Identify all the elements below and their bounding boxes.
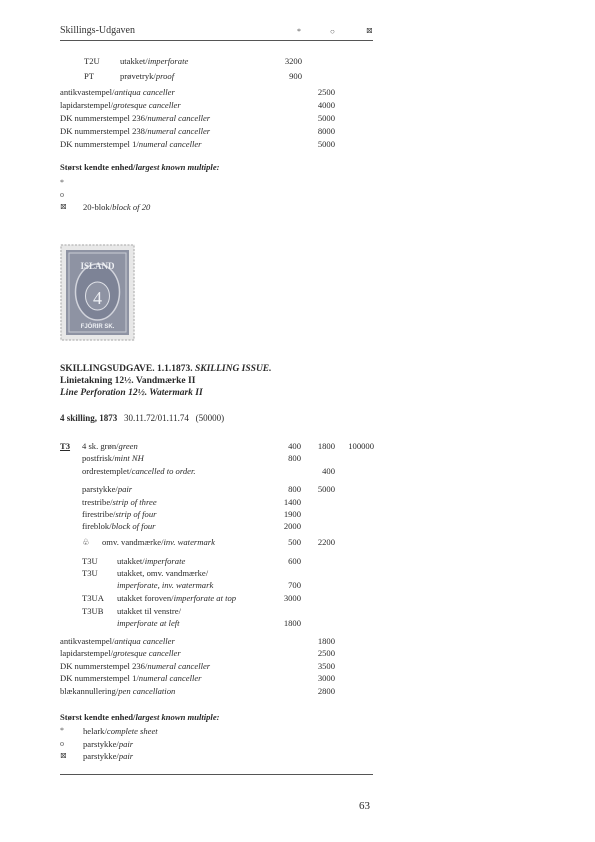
desc-text: lapidarstempel/ [60, 648, 113, 658]
row-code: T3UB [82, 606, 104, 616]
value-mint: 1800 [283, 618, 301, 628]
desc-italic: pair [117, 484, 133, 494]
canceller-desc [60, 636, 175, 646]
row-desc [60, 100, 181, 110]
row-desc [117, 606, 181, 616]
desc-text: utakket foroven/ [117, 593, 174, 603]
value-mint: 3000 [283, 593, 301, 603]
row-desc [117, 568, 208, 578]
row-code: T3UA [82, 593, 104, 603]
multiple-symbol: o [60, 739, 64, 748]
multiple-label-en: pair [118, 739, 134, 749]
desc-text: utakket, omv. vandmærke/ [117, 568, 209, 578]
value-mint: 500 [288, 537, 301, 547]
row-desc [82, 484, 132, 494]
value-mint: 1900 [283, 509, 301, 519]
value-mint: 800 [288, 484, 301, 494]
desc-text: omv. vandmærke/ [102, 537, 164, 547]
value-mint: 400 [288, 441, 301, 451]
value-mint: 700 [288, 580, 301, 590]
row-desc [117, 593, 236, 603]
desc-italic: proof [155, 71, 175, 81]
row-desc [82, 453, 144, 463]
running-header: Skillings-Udgaven [60, 25, 135, 36]
desc-italic: pen cancellation [118, 686, 176, 696]
svg-text:ISLAND: ISLAND [80, 261, 115, 271]
row-desc [60, 87, 175, 97]
desc-italic: cancelled to order. [131, 466, 196, 476]
value-used: 5000 [317, 113, 335, 123]
row-code: T3 [60, 441, 71, 451]
multiple-symbol: ⊠ [60, 202, 67, 211]
svg-text:FJÓRIR SK.: FJÓRIR SK. [80, 324, 115, 330]
row-desc [117, 618, 180, 628]
row-desc [120, 56, 188, 66]
desc-text: postfrisk/ [82, 453, 115, 463]
value-mint: 2000 [283, 521, 301, 531]
row-code: T2U [84, 56, 100, 66]
value-used: 1800 [317, 441, 335, 451]
desc-text: fireblok/ [82, 521, 112, 531]
issue-perforation-en: Line Perforation 12½. Watermark II [60, 388, 203, 398]
desc-text: ordrestemplet/ [82, 466, 132, 476]
value-used: 5000 [317, 139, 335, 149]
multiple-symbol: * [60, 726, 64, 735]
issue-title: SKILLINGSUDGAVE. 1.1.1873. SKILLING ISSUE. [60, 364, 272, 374]
desc-italic: numeral canceller [138, 139, 202, 149]
header-rule [60, 40, 373, 41]
desc-italic: green [118, 441, 138, 451]
multiple-symbol: o [60, 190, 64, 199]
row-desc [82, 521, 156, 531]
multiple-label: helark/ [83, 726, 107, 736]
value-used: 8000 [317, 126, 335, 136]
desc-text: DK nummerstempel 1/ [60, 139, 139, 149]
desc-italic: imperforate [147, 56, 189, 66]
row-desc [82, 441, 138, 451]
row-desc [60, 139, 202, 149]
desc-text: trestribe/ [82, 497, 113, 507]
desc-italic: imperforate [144, 556, 186, 566]
canceller-desc [60, 686, 175, 696]
value-used: 400 [322, 466, 335, 476]
desc-text: antikvastempel/ [60, 636, 115, 646]
row-desc [117, 580, 213, 590]
desc-italic: mint NH [114, 453, 144, 463]
desc-text: DK nummerstempel 236/ [60, 661, 148, 671]
desc-text: DK nummerstempel 238/ [60, 126, 148, 136]
desc-italic: antiqua canceller [114, 636, 175, 646]
row-code: PT [84, 71, 95, 81]
canceller-desc [60, 661, 210, 671]
desc-text: blækannullering/ [60, 686, 119, 696]
value-used: 2200 [317, 537, 335, 547]
desc-text: DK nummerstempel 1/ [60, 673, 139, 683]
value-used: 2500 [317, 87, 335, 97]
value-used: 4000 [317, 100, 335, 110]
desc-italic: strip of three [112, 497, 157, 507]
multiple-label: parstykke/ [83, 739, 119, 749]
value-mint: 3200 [284, 56, 302, 66]
desc-text: utakket/ [117, 556, 145, 566]
asterisk-symbol: * [297, 27, 301, 36]
desc-text: 4 sk. grøn/ [82, 441, 119, 451]
multiple-text [83, 202, 150, 212]
desc-text: lapidarstempel/ [60, 100, 113, 110]
canceller-desc [60, 648, 181, 658]
row-desc [82, 509, 156, 519]
multiple-label-en: complete sheet [106, 726, 158, 736]
row-desc [117, 556, 185, 566]
multiple-text [83, 726, 158, 736]
value-used: 1800 [317, 636, 335, 646]
svg-text:4: 4 [93, 288, 102, 308]
desc-text: utakket til venstre/ [117, 606, 181, 616]
desc-italic: grotesque canceller [112, 100, 181, 110]
value-mint: 600 [288, 556, 301, 566]
value-cover: 100000 [348, 441, 374, 451]
issue-perforation: Linietakning 12½. Vandmærke II [60, 376, 196, 386]
desc-italic: numeral canceller [147, 661, 211, 671]
row-desc [60, 113, 210, 123]
value-used: 2500 [317, 648, 335, 658]
multiple-label-en: block of 20 [112, 202, 151, 212]
row-code: T3U [82, 568, 98, 578]
multiple-text [83, 739, 133, 749]
stamp-image [60, 244, 135, 341]
page-number: 63 [359, 800, 370, 812]
value-used: 3500 [317, 661, 335, 671]
desc-italic: block of four [111, 521, 156, 531]
row-desc [82, 466, 196, 476]
desc-italic: imperforate, inv. watermark [117, 580, 214, 590]
circle-symbol: ○ [330, 27, 335, 36]
desc-italic: strip of four [115, 509, 157, 519]
value-mint: 1400 [283, 497, 301, 507]
desc-italic: grotesque canceller [112, 648, 181, 658]
desc-text: prøvetryk/ [120, 71, 156, 81]
desc-text: firestribe/ [82, 509, 116, 519]
desc-italic: numeral canceller [138, 673, 202, 683]
stamp-illustration [60, 244, 135, 341]
desc-italic: numeral canceller [147, 126, 211, 136]
desc-text: parstykke/ [82, 484, 118, 494]
desc-text: DK nummerstempel 236/ [60, 113, 148, 123]
largest-heading-1: Størst kendte enhed/largest known multiple: [60, 162, 220, 172]
footer-rule [60, 774, 373, 775]
multiple-text [83, 751, 133, 761]
row-desc [82, 497, 157, 507]
value-used: 3000 [317, 673, 335, 683]
watermark-icon: ♧ [82, 537, 90, 547]
value-mint: 800 [288, 453, 301, 463]
value-mint: 900 [289, 71, 302, 81]
multiple-symbol: * [60, 178, 64, 187]
canceller-desc [60, 673, 202, 683]
row-desc [102, 537, 215, 547]
largest-heading-2: Størst kendte enhed/largest known multiple: [60, 712, 220, 722]
multiple-label-en: pair [118, 751, 134, 761]
desc-text: antikvastempel/ [60, 87, 115, 97]
desc-text: utakket/ [120, 56, 148, 66]
row-desc [60, 126, 210, 136]
row-desc [120, 71, 174, 81]
desc-italic: numeral canceller [147, 113, 211, 123]
multiple-label: 20-blok/ [83, 202, 113, 212]
desc-italic: imperforate at left [117, 618, 180, 628]
desc-italic: inv. watermark [163, 537, 215, 547]
multiple-symbol: ⊠ [60, 751, 67, 760]
cancelled-symbol: ⊠ [366, 26, 373, 35]
row-code: T3U [82, 556, 98, 566]
value-used: 2800 [317, 686, 335, 696]
multiple-label: parstykke/ [83, 751, 119, 761]
desc-italic: imperforate at top [173, 593, 237, 603]
value-used: 5000 [317, 484, 335, 494]
issue-subhead: 4 skilling, 1873 30.11.72/01.11.74 (50000) [60, 413, 225, 423]
desc-italic: antiqua canceller [114, 87, 175, 97]
